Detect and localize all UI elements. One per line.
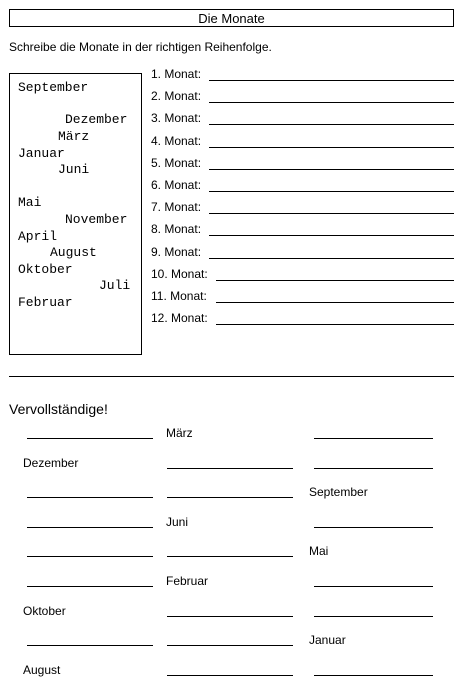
month-order-label: 4. Monat: [151,133,202,148]
fill-in-line[interactable] [167,468,293,469]
month-order-label: 1. Monat: [151,67,202,81]
fill-in-line[interactable] [27,645,153,646]
fill-in-line[interactable] [314,616,433,617]
fill-in-line[interactable] [314,438,433,439]
scrambled-month: Dezember [65,112,128,127]
answer-line[interactable] [209,191,454,192]
month-order-label: 11. Monat: [151,289,207,303]
scrambled-month: März [58,129,90,144]
fill-in-line[interactable] [27,527,153,528]
fill-in-line[interactable] [167,497,293,498]
month-order-label: 3. Monat: [151,111,202,126]
fill-in-line[interactable] [167,556,293,557]
scrambled-month: Januar [18,146,65,161]
answer-line[interactable] [209,258,454,259]
answer-line[interactable] [209,147,454,148]
given-month: Juni [166,514,189,529]
fill-in-line[interactable] [27,438,153,439]
given-month: Februar [166,574,209,588]
month-order-label: 8. Monat: [151,222,202,237]
month-order-label: 12. Monat: [151,311,208,326]
given-month: August [23,662,61,677]
answer-line[interactable] [216,324,454,325]
month-order-label: 7. Monat: [151,200,202,215]
fill-in-line[interactable] [314,468,433,469]
month-order-label: 5. Monat: [151,155,202,170]
answer-line[interactable] [216,280,454,281]
section-divider [9,376,454,377]
worksheet-title: Die Monate [9,9,454,27]
answer-line[interactable] [209,102,454,103]
scrambled-month: Februar [18,295,73,310]
scrambled-month: August [50,245,97,260]
scrambled-month: Juli [99,278,131,293]
fill-in-line[interactable] [314,675,433,676]
scrambled-months-box [9,73,142,355]
scrambled-month: September [18,80,89,95]
month-order-label: 9. Monat: [151,244,202,259]
section-title-complete: Vervollständige! [9,401,108,417]
fill-in-line[interactable] [167,616,293,617]
month-order-label: 2. Monat: [151,89,202,104]
instruction-text: Schreibe die Monate in der richtigen Reihenfolge. [9,40,272,54]
given-month: Mai [309,544,329,559]
given-month: März [166,426,193,440]
fill-in-line[interactable] [167,675,293,676]
scrambled-month: Oktober [18,262,73,277]
fill-in-line[interactable] [27,497,153,498]
answer-line[interactable] [209,124,454,125]
fill-in-line[interactable] [27,556,153,557]
scrambled-month: November [65,212,128,227]
given-month: Oktober [23,603,66,618]
fill-in-line[interactable] [167,645,293,646]
month-order-label: 10. Monat: [151,266,208,281]
answer-line[interactable] [209,169,454,170]
answer-line[interactable] [216,302,454,303]
month-order-label: 6. Monat: [151,178,202,192]
scrambled-month: April [18,229,58,244]
given-month: Januar [309,633,346,648]
given-month: Dezember [23,455,79,470]
fill-in-line[interactable] [27,586,153,587]
fill-in-line[interactable] [314,586,433,587]
answer-line[interactable] [209,80,454,81]
answer-line[interactable] [209,213,454,214]
scrambled-month: Juni [58,162,90,177]
answer-line[interactable] [209,235,454,236]
scrambled-month: Mai [18,195,42,210]
given-month: September [309,485,368,500]
fill-in-line[interactable] [314,527,433,528]
